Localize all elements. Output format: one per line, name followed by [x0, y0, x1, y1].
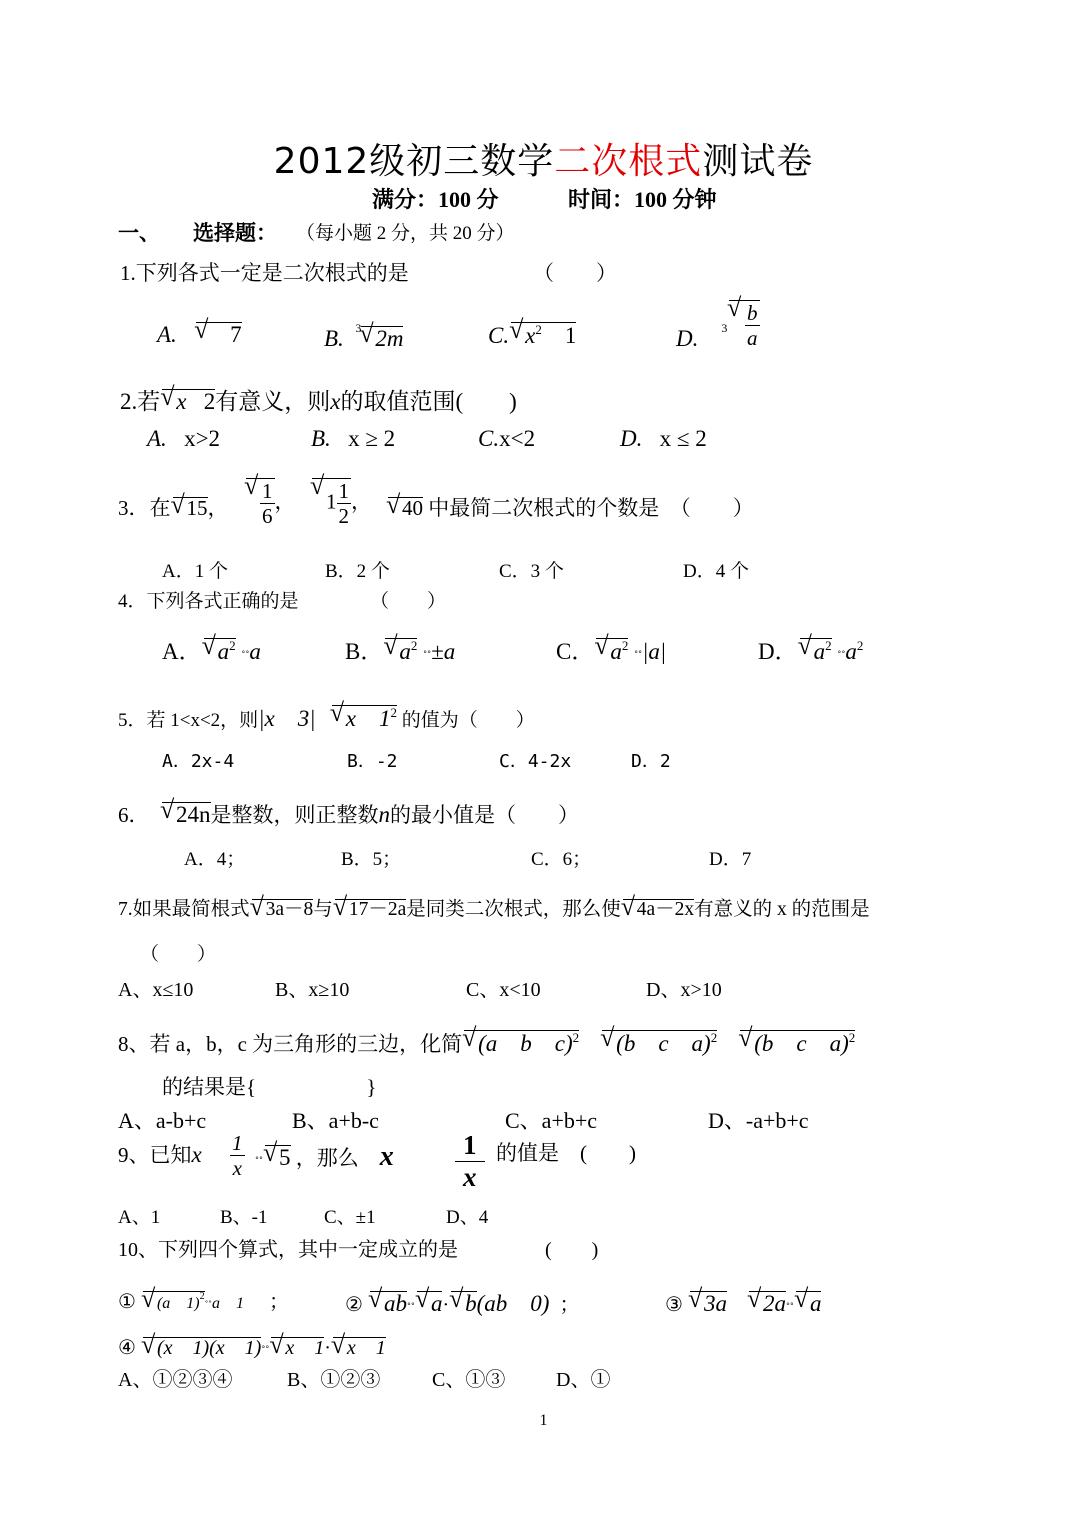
q2-option-b: B. x ≥ 2 [311, 426, 396, 451]
q10-option-a: A、①②③④ [118, 1369, 233, 1391]
q2-option-c: C.x<2 [478, 426, 536, 451]
q4-option-b: B．√ $a^2$ ˚˚±a [345, 638, 455, 663]
section-number: 一、 [118, 221, 160, 245]
q9-given-value: ˚˚√ 5 ，那么 x [255, 1143, 394, 1171]
page-title [0, 133, 1087, 184]
q3-frac-2: √ 1 $\frac{1}{2}$ ， [310, 478, 372, 528]
q4-option-d: D．√ $a^2$ $˚˚a^2$ [758, 638, 863, 663]
q8-result: 的结果是{ } [162, 1075, 377, 1099]
q2-option-d: D. x ≤ 2 [620, 426, 707, 451]
title-highlight: 二次根式 [554, 141, 703, 182]
q10-option-c: C、①③ [432, 1369, 506, 1391]
q10-stem: 10、下列四个算式，其中一定成立的是 [118, 1239, 458, 1261]
q1-option-c: C.√ $x^2$ 1 [488, 322, 576, 347]
q3-option-a: A．1 个 [162, 561, 228, 582]
q10-expr-2: ② √ ab˚˚√ a·√ b(ab 0) ； [345, 1291, 579, 1315]
q5-option-c: C．4-2x [499, 751, 572, 772]
title-part3: 测试卷 [702, 141, 814, 182]
q2-stem: 2.若√ x 2有意义，则x的取值范围( ) [120, 389, 517, 413]
q5-option-d: D．2 [631, 751, 671, 772]
q1-option-d: D. $^3$ [676, 321, 728, 351]
q8-option-d: D、-a+b+c [708, 1108, 809, 1133]
q1-stem: 1.下列各式一定是二次根式的是 [120, 261, 409, 285]
page-number: 1 [539, 1412, 548, 1429]
q9-option-c: C、±1 [324, 1207, 376, 1228]
q1-paren: （ ） [533, 261, 617, 285]
q3-frac-1: √ $\frac{1}{6}$ ， [244, 478, 296, 528]
q7-option-b: B、x≥10 [275, 979, 350, 1001]
q9-option-b: B、-1 [220, 1207, 268, 1228]
q7-option-c: C、x<10 [466, 979, 541, 1001]
q3-option-b: B．2 个 [325, 561, 390, 582]
q9-option-d: D、4 [446, 1207, 489, 1228]
q6-option-a: A．4； [184, 849, 246, 870]
q8-option-b: B、a+b-c [292, 1108, 379, 1133]
q8-stem: 8、若 a，b，c 为三角形的三边，化简√ (a b c)$^2$ √ (b c a)$^2$ √ (b c a)$^2$ [118, 1030, 855, 1055]
q7-option-a: A、x≤10 [118, 979, 194, 1001]
q10-expr-3: ③ √ 3a √ 2a˚˚√ a [665, 1291, 821, 1315]
q10-option-d: D、① [556, 1369, 611, 1391]
q6-stem: 6． √ 24n是整数，则正整数n的最小值是（ ） [118, 802, 579, 826]
q3-option-c: C．3 个 [499, 561, 564, 582]
q6-option-c: C．6； [531, 849, 592, 870]
q7-stem: 7.如果最简根式√ 3a－8与√ 17－2a是同类二次根式，那么使√ 4a－2x有意义的 x 的范围是 [118, 899, 870, 920]
q3-stem: 3．在√ 15， [118, 497, 229, 519]
q5-stem: 5．若 1<x<2，则|x 3| √ x $1^2$ 的值为（ ） [118, 705, 535, 730]
q4-option-a: A．√ $a^2$ ˚˚a [162, 638, 261, 663]
q8-option-a: A、a-b+c [118, 1108, 207, 1133]
q6-option-d: D．7 [709, 849, 752, 870]
q2-option-a: A. x>2 [147, 426, 221, 451]
q7-paren: （ ） [140, 944, 217, 965]
q10-paren: ( ) [545, 1239, 599, 1261]
q8-option-c: C、a+b+c [505, 1108, 598, 1133]
time-limit: 时间：100 分钟 [568, 187, 717, 212]
q10-expr-1: ① √ (a 1)$^2$˚˚a 1 ； [118, 1291, 289, 1312]
q3-stem-end: √ 40 中最简二次根式的个数是 （ ） [386, 497, 754, 519]
section-label: 选择题： [193, 221, 277, 245]
q9-target-frac: $\frac{1}{x}$ [455, 1130, 485, 1193]
full-score: 满分：100 分 [372, 187, 499, 212]
q4-stem: 4．下列各式正确的是 [118, 591, 299, 612]
q3-option-d: D．4 个 [683, 561, 749, 582]
q10-expr-4: ④ √ (x 1)(x 1)˚˚√ x 1·√ x 1 [118, 1337, 386, 1358]
q9-stem: 9、已知x [118, 1142, 202, 1167]
q5-option-b: B．-2 [347, 751, 398, 772]
section-note: （每小题 2 分，共 20 分） [296, 223, 515, 244]
q4-option-c: C．√ $a^2$ ˚˚|a| [556, 638, 666, 663]
q10-option-b: B、①②③ [287, 1369, 381, 1391]
q1-option-d-frac: √ $\frac{b}{a}$ [727, 300, 760, 350]
q1-option-a: A. √ 7 [157, 322, 242, 346]
q7-option-d: D、x>10 [646, 979, 722, 1001]
q9-option-a: A、1 [118, 1207, 161, 1228]
title-part1: 2012级初三数学 [273, 141, 555, 182]
q1-option-b: B. $^3$√ 2m [324, 322, 403, 350]
q9-stem-end: 的值是 ( ) [496, 1141, 636, 1165]
q6-option-b: B．5； [341, 849, 402, 870]
q9-given-frac: $\frac{1}{x}$ [232, 1131, 243, 1181]
q5-option-a: A．2x-4 [162, 751, 235, 772]
q4-paren: （ ） [370, 591, 447, 612]
